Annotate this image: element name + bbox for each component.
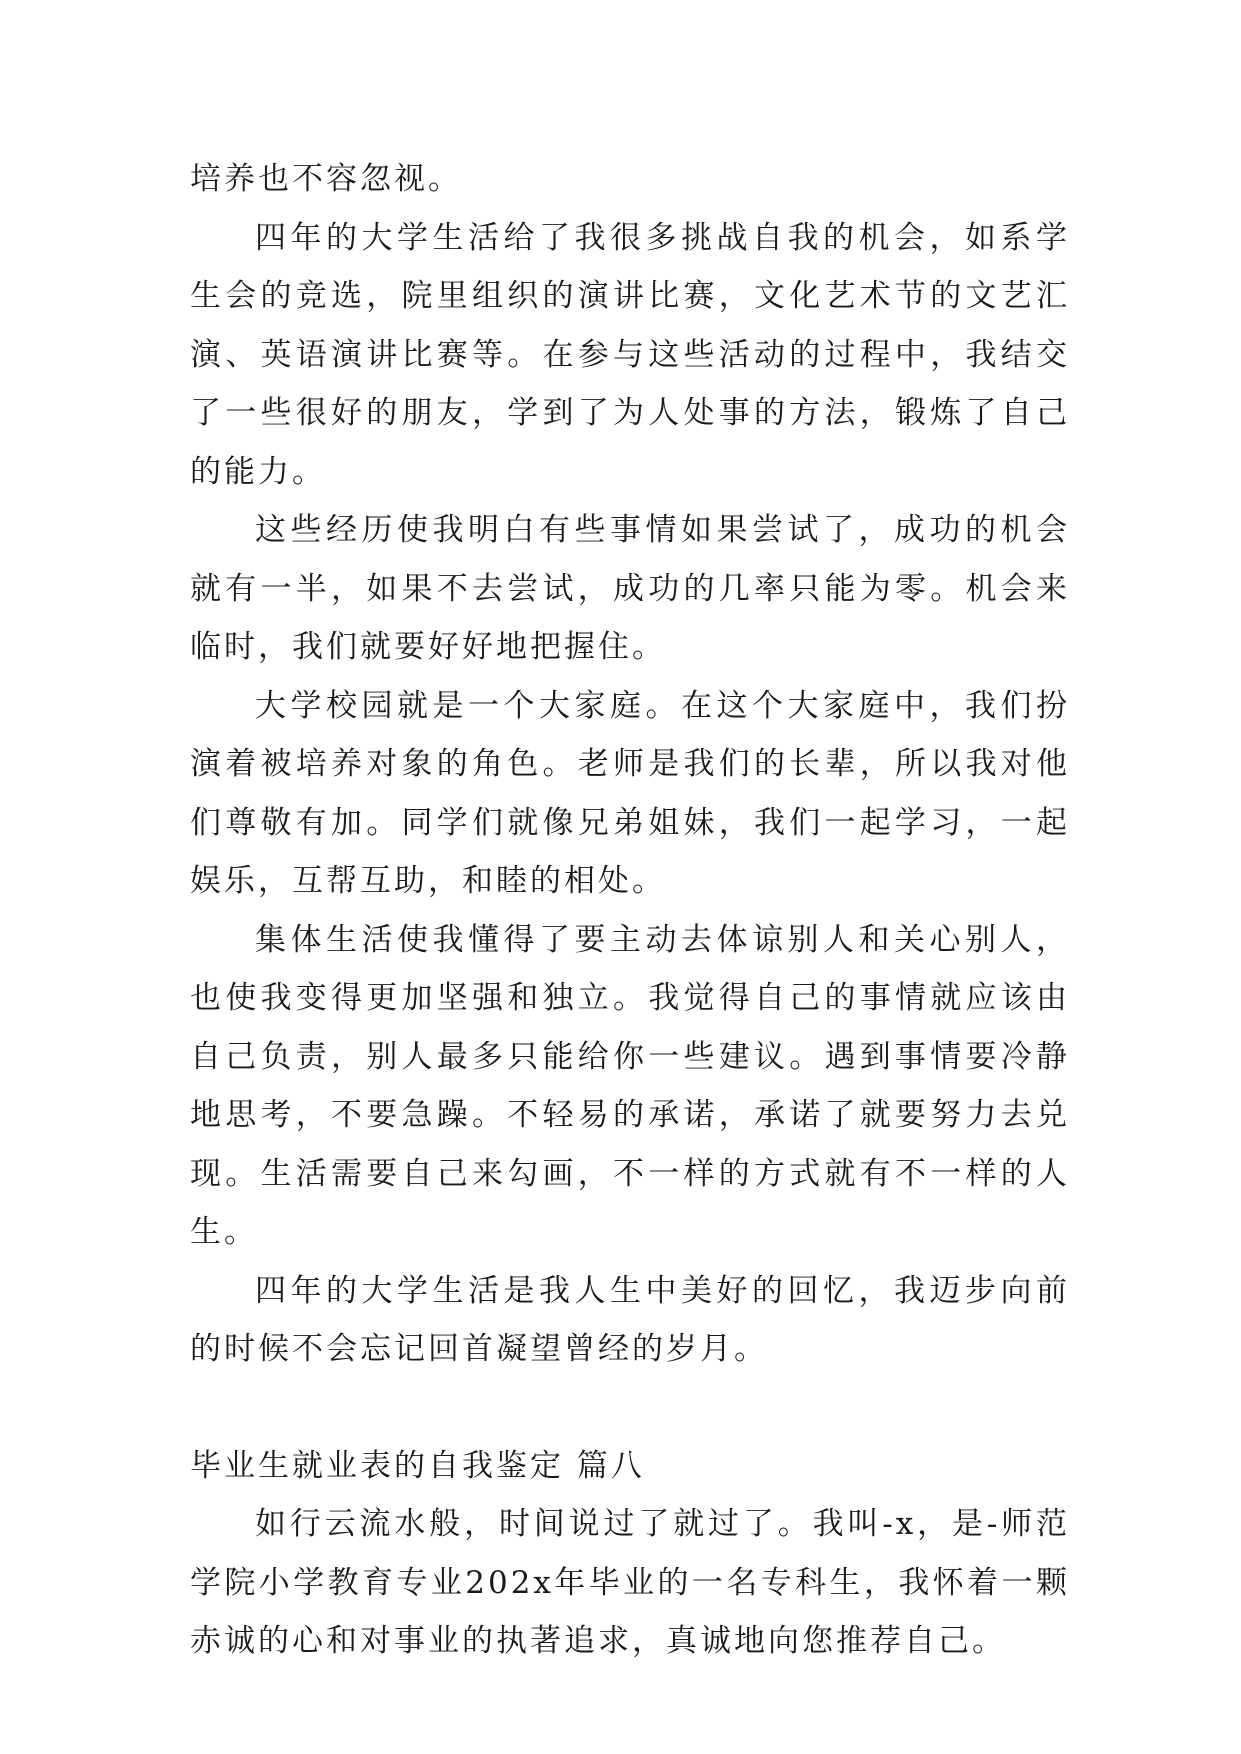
- paragraph-4: 大学校园就是一个大家庭。在这个大家庭中，我们扮演着被培养对象的角色。老师是我们的长辈，所以我对他们尊敬有加。同学们就像兄弟姐妹，我们一起学习，一起娱乐，互帮互助，和睦的相处。: [190, 687, 1070, 899]
- section-paragraph-1: 如行云流水般，时间说过了就过了。我叫-x，是-师范学院小学教育专业202x年毕业的一名专科生，我怀着一颗赤诚的心和对事业的执著追求，真诚地向您推荐自己。: [190, 1506, 1070, 1659]
- paragraph-1: 培养也不容忽视。: [190, 161, 462, 197]
- paragraph-6: 四年的大学生活是我人生中美好的回忆，我迈步向前的时候不会忘记回首凝望曾经的岁月。: [190, 1272, 1070, 1367]
- paragraph-5: 集体生活使我懂得了要主动去体谅别人和关心别人，也使我变得更加坚强和独立。我觉得自己的事情就应该由自己负责，别人最多只能给你一些建议。遇到事情要冷静地思考，不要急躁。不轻易的承诺，承诺了就要努力去兑现。生活需要自己来勾画，不一样的方式就有不一样的人生。: [190, 921, 1070, 1250]
- paragraph-2: 四年的大学生活给了我很多挑战自我的机会，如系学生会的竞选，院里组织的演讲比赛，文化艺术节的文艺汇演、英语演讲比赛等。在参与这些活动的过程中，我结交了一些很好的朋友，学到了为人处事的方法，锻炼了自己的能力。: [190, 219, 1070, 490]
- document-body: [190, 150, 1070, 1671]
- paragraph-3: 这些经历使我明白有些事情如果尝试了，成功的机会就有一半，如果不去尝试，成功的几率只能为零。机会来临时，我们就要好好地把握住。: [190, 512, 1070, 665]
- section-heading: 毕业生就业表的自我鉴定 篇八: [190, 1447, 645, 1484]
